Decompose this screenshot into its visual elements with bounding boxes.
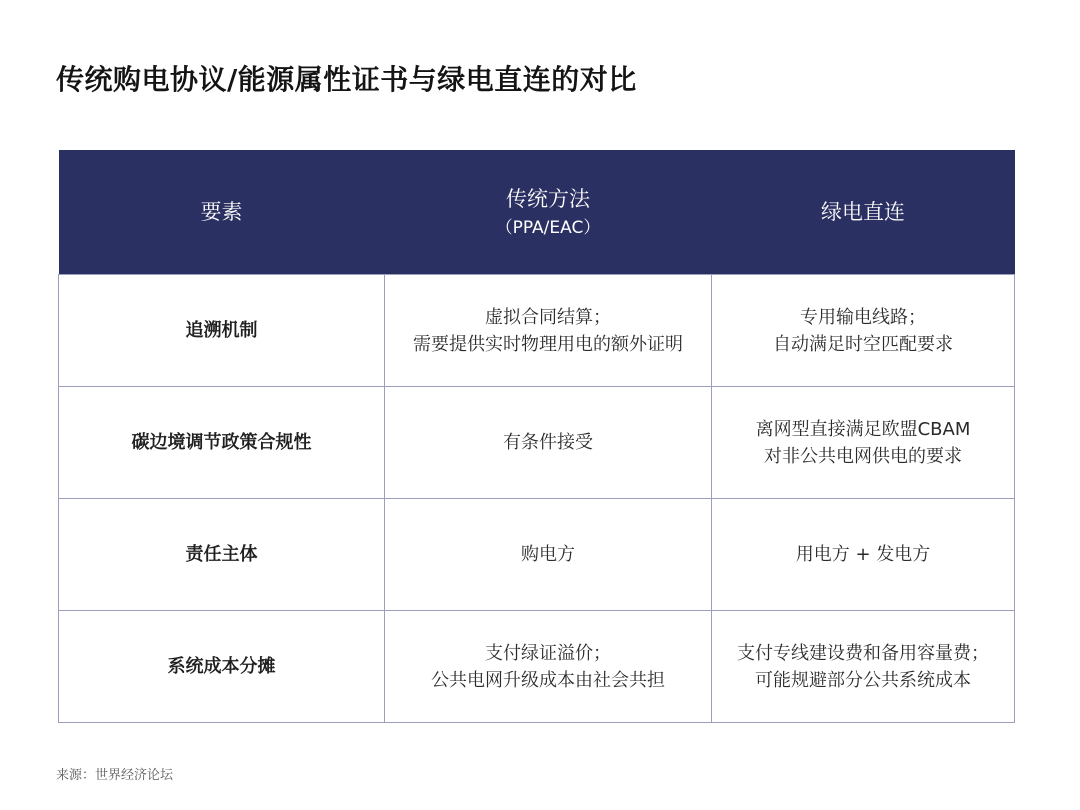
page-title: 传统购电协议/能源属性证书与绿电直连的对比 <box>56 63 637 96</box>
table-row <box>59 387 1015 499</box>
header-traditional-label: 传统方法 <box>506 186 590 211</box>
row-factor: 系统成本分摊 <box>59 611 385 723</box>
header-traditional-sub: （PPA/EAC） <box>495 218 601 239</box>
table-row <box>59 499 1015 611</box>
cell-line: 离网型直接满足欧盟CBAM <box>755 418 971 440</box>
header-factor <box>59 150 385 275</box>
row-factor: 责任主体 <box>59 499 385 611</box>
cell-line: 有条件接受 <box>503 432 593 453</box>
row-traditional <box>385 499 712 611</box>
header-traditional <box>385 150 712 275</box>
row-traditional <box>385 387 712 499</box>
row-direct <box>712 275 1015 387</box>
cell-line: 自动满足时空匹配要求 <box>773 333 953 355</box>
header-direct <box>712 150 1015 275</box>
row-factor: 碳边境调节政策合规性 <box>59 387 385 499</box>
comparison-table <box>58 150 1015 723</box>
cell-line: 对非公共电网供电的要求 <box>764 445 962 467</box>
table-row <box>59 611 1015 723</box>
row-factor: 追溯机制 <box>59 275 385 387</box>
cell-line: 购电方 <box>521 544 575 565</box>
header-factor-label: 要素 <box>200 199 243 224</box>
row-direct <box>712 387 1015 499</box>
cell-line: 公共电网升级成本由社会共担 <box>431 669 665 691</box>
cell-line: 支付绿证溢价； <box>485 642 611 664</box>
table-header-row <box>59 150 1015 275</box>
cell-line: 虚拟合同结算； <box>485 306 611 328</box>
cell-line: 可能规避部分公共系统成本 <box>755 669 971 691</box>
cell-line: 用电方 + 发电方 <box>795 544 931 565</box>
row-traditional <box>385 611 712 723</box>
cell-line: 需要提供实时物理用电的额外证明 <box>413 333 683 355</box>
row-direct <box>712 611 1015 723</box>
header-direct-label: 绿电直连 <box>821 199 905 224</box>
source-note: 来源：世界经济论坛 <box>56 768 174 783</box>
row-traditional <box>385 275 712 387</box>
row-direct <box>712 499 1015 611</box>
cell-line: 支付专线建设费和备用容量费； <box>737 642 989 664</box>
cell-line: 专用输电线路； <box>800 306 926 328</box>
table-row <box>59 275 1015 387</box>
